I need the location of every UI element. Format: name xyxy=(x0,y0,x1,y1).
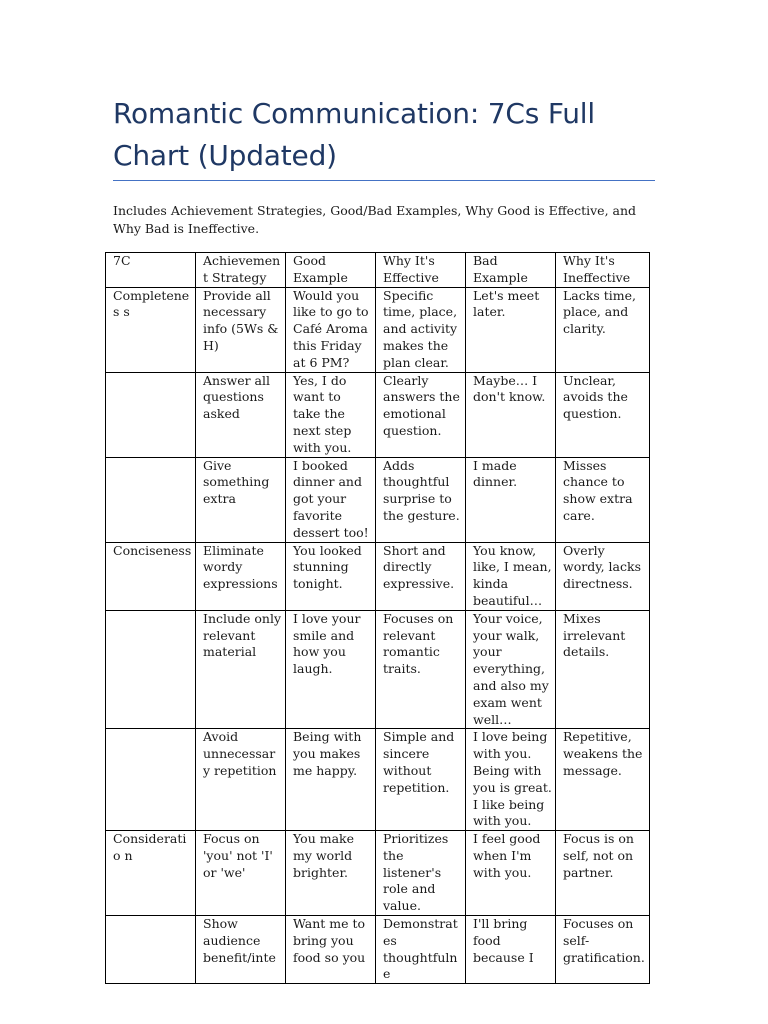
table-row xyxy=(106,372,650,457)
header-cell: Bad Example xyxy=(466,253,556,288)
header-cell: Why It's Ineffective xyxy=(556,253,650,288)
table-cell: Clearly answers the emotional question. xyxy=(376,372,466,457)
table-cell: Short and directly expressive. xyxy=(376,542,466,610)
table-cell: Simple and sincere without repetition. xyxy=(376,729,466,831)
table-cell: Focuses on self-gratification. xyxy=(556,916,650,984)
table-cell: Repetitive, weakens the message. xyxy=(556,729,650,831)
table-cell: Answer all questions asked xyxy=(196,372,286,457)
table-cell: I'll bring food because I xyxy=(466,916,556,984)
table-cell: You know, like, I mean, kinda beautiful… xyxy=(466,542,556,610)
table-row xyxy=(106,916,650,984)
header-cell: Why It's Effective xyxy=(376,253,466,288)
table-row xyxy=(106,729,650,831)
table-cell: Your voice, your walk, your everything, and also my exam went well… xyxy=(466,610,556,729)
header-cell: Good Example xyxy=(286,253,376,288)
table-cell: Give something extra xyxy=(196,457,286,542)
table-cell: Focus is on self, not on partner. xyxy=(556,831,650,916)
table-row xyxy=(106,610,650,729)
header-cell: 7C xyxy=(106,253,196,288)
table-cell: Mixes irrelevant details. xyxy=(556,610,650,729)
table-row xyxy=(106,542,650,610)
table-cell: Demonstrat es thoughtfulne xyxy=(376,916,466,984)
table-cell: Consideratio n xyxy=(106,831,196,916)
table-cell: Provide all necessary info (5Ws & H) xyxy=(196,287,286,372)
table-cell: Avoid unnecessary repetition xyxy=(196,729,286,831)
table-cell: Include only relevant material xyxy=(196,610,286,729)
table-cell: I love being with you. Being with you is great. I like being with you. xyxy=(466,729,556,831)
table-row xyxy=(106,831,650,916)
table-cell: Focus on 'you' not 'I' or 'we' xyxy=(196,831,286,916)
table-cell: I feel good when I'm with you. xyxy=(466,831,556,916)
table-row xyxy=(106,457,650,542)
table-cell xyxy=(106,916,196,984)
table-row xyxy=(106,287,650,372)
table-cell: Being with you makes me happy. xyxy=(286,729,376,831)
table-cell: You make my world brighter. xyxy=(286,831,376,916)
table-cell: Specific time, place, and activity makes the plan clear. xyxy=(376,287,466,372)
table-cell: I made dinner. xyxy=(466,457,556,542)
page-title: Romantic Communication: 7Cs Full Chart (Updated) xyxy=(113,97,595,172)
table-cell: Yes, I do want to take the next step with you. xyxy=(286,372,376,457)
table-cell: Overly wordy, lacks directness. xyxy=(556,542,650,610)
table-cell: Unclear, avoids the question. xyxy=(556,372,650,457)
table-cell: Want me to bring you food so you xyxy=(286,916,376,984)
table-cell: I love your smile and how you laugh. xyxy=(286,610,376,729)
table-cell xyxy=(106,457,196,542)
table-cell: Lacks time, place, and clarity. xyxy=(556,287,650,372)
table-cell: Let's meet later. xyxy=(466,287,556,372)
title-underline xyxy=(113,180,655,181)
table-cell: Prioritizes the listener's role and value. xyxy=(376,831,466,916)
table-cell: I booked dinner and got your favorite dessert too! xyxy=(286,457,376,542)
table-cell: Adds thoughtful surprise to the gesture. xyxy=(376,457,466,542)
seven-cs-table xyxy=(105,252,650,984)
table-cell: Conciseness xyxy=(106,542,196,610)
table-cell: Misses chance to show extra care. xyxy=(556,457,650,542)
table-cell xyxy=(106,729,196,831)
table-cell xyxy=(106,610,196,729)
table-cell: Show audience benefit/inte xyxy=(196,916,286,984)
table-header-row xyxy=(106,253,650,288)
table-cell: Completenes s xyxy=(106,287,196,372)
table-cell: Eliminate wordy expressions xyxy=(196,542,286,610)
table-cell: Focuses on relevant romantic traits. xyxy=(376,610,466,729)
table-cell: Maybe… I don't know. xyxy=(466,372,556,457)
header-cell: Achievemen t Strategy xyxy=(196,253,286,288)
table-cell: Would you like to go to Café Aroma this Friday at 6 PM? xyxy=(286,287,376,372)
intro-paragraph: Includes Achievement Strategies, Good/Bad Examples, Why Good is Effective, and Why Bad is Ineffective. xyxy=(113,203,637,236)
table-cell xyxy=(106,372,196,457)
table-cell: You looked stunning tonight. xyxy=(286,542,376,610)
